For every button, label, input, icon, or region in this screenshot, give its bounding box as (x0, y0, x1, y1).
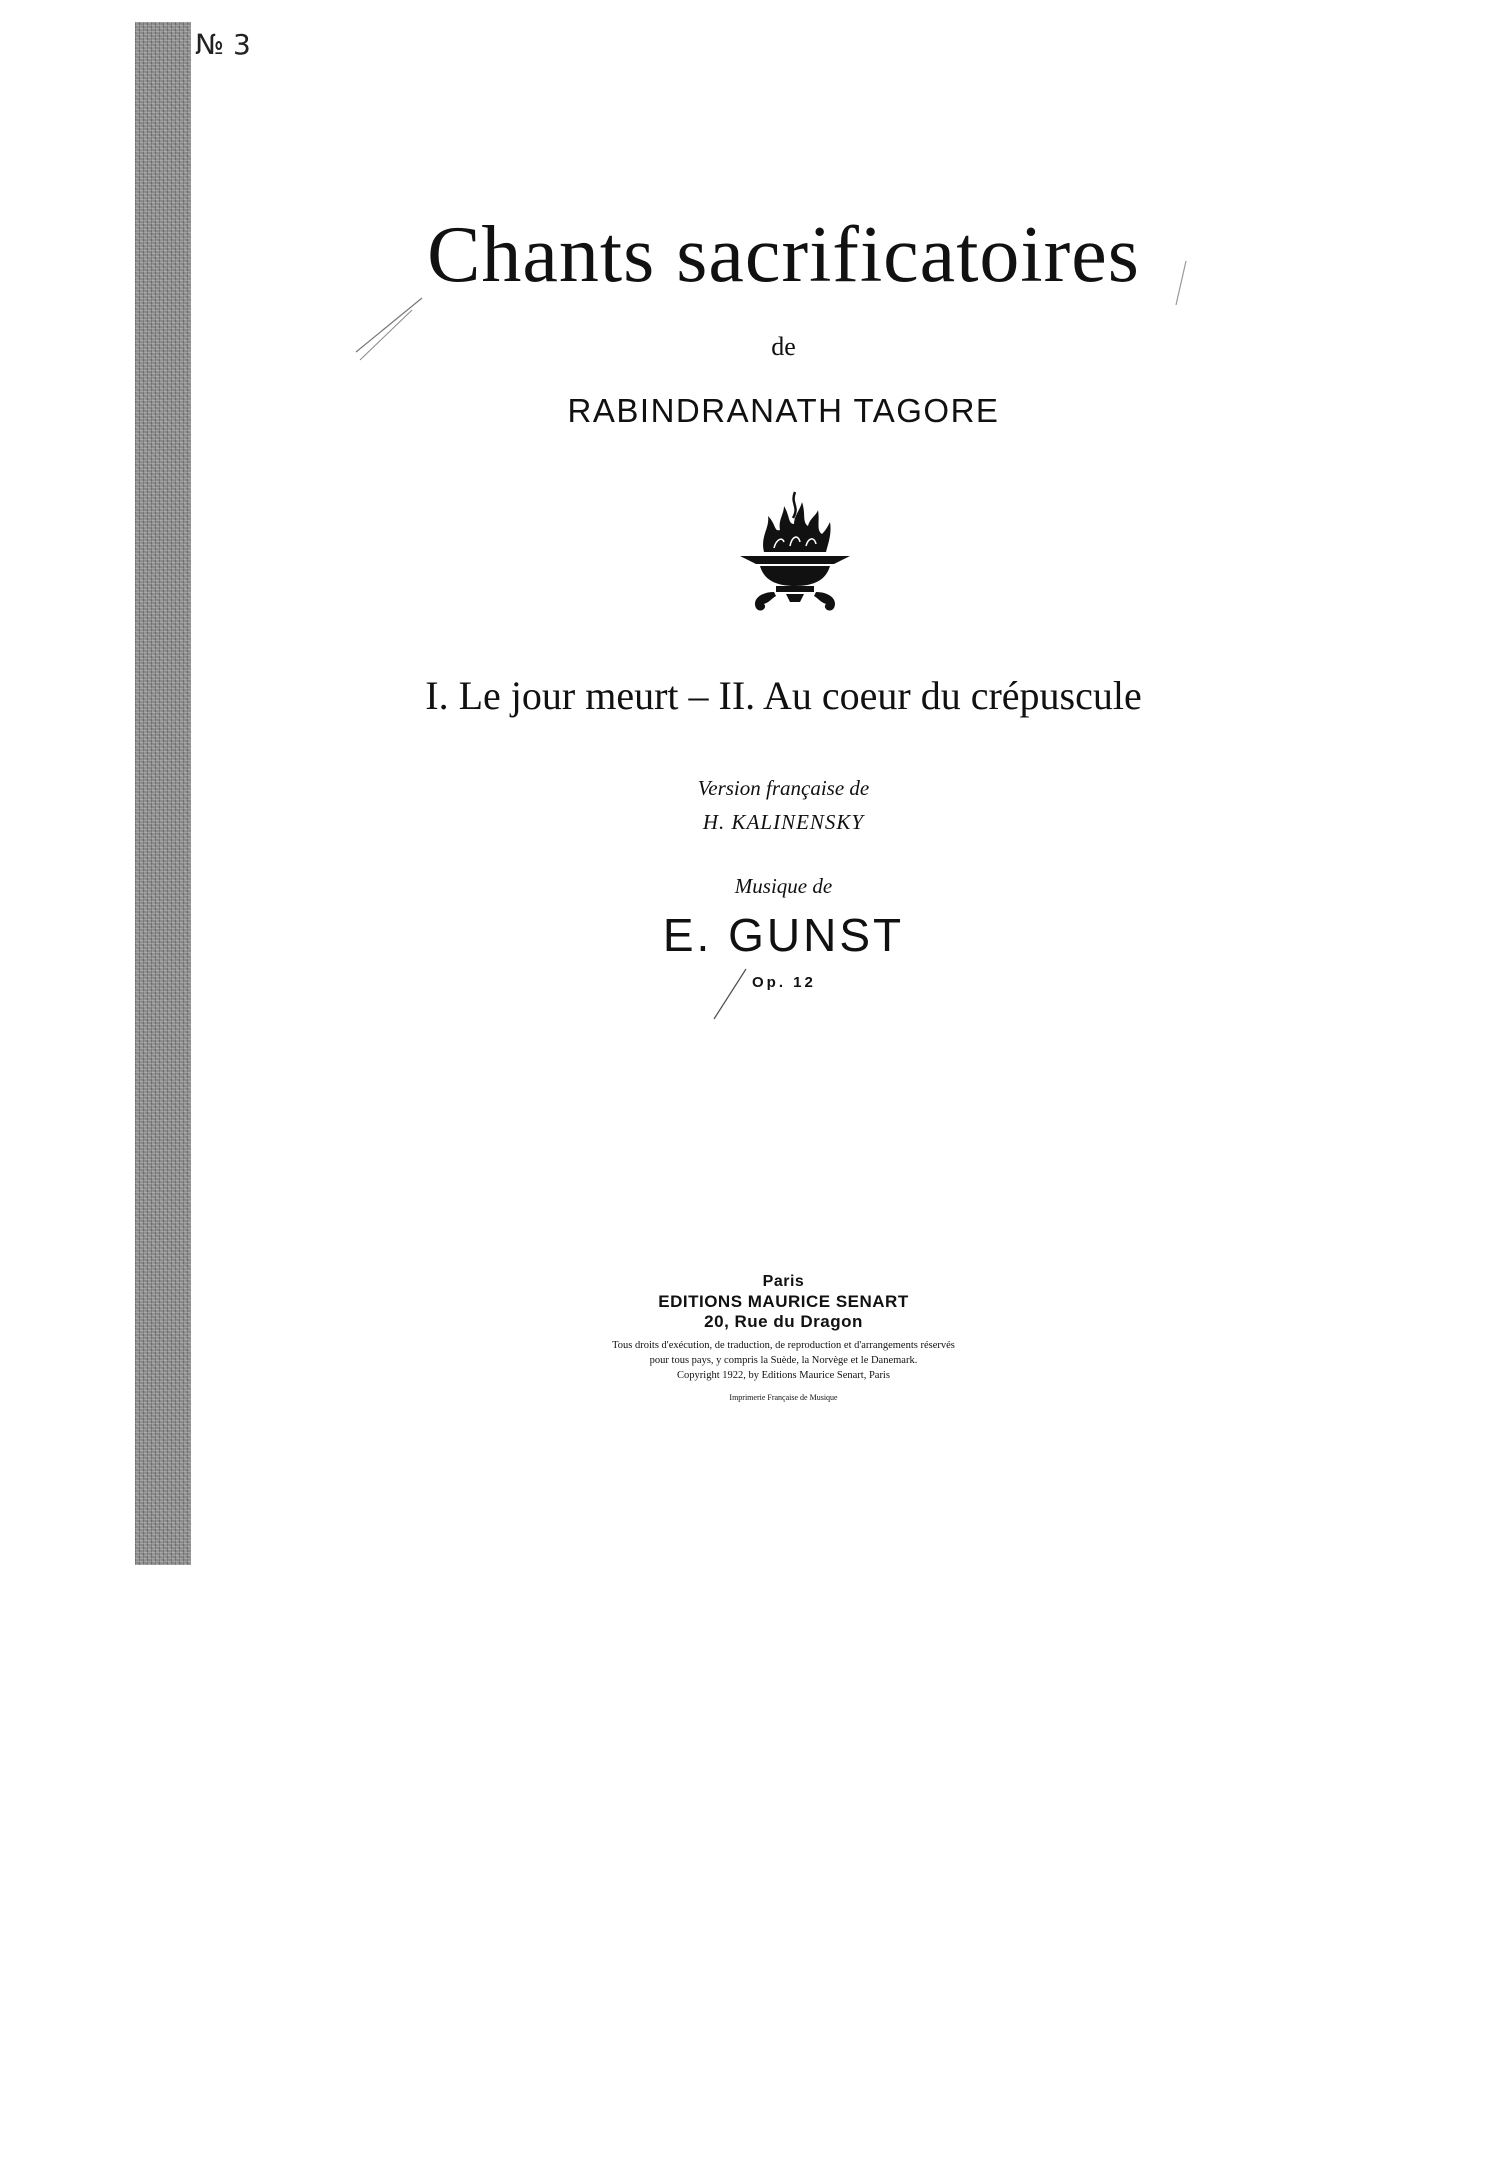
rights-line: pour tous pays, y compris la Suède, la Norvège et le Danemark. (649, 1355, 918, 1366)
music-label: Musique de (734, 874, 833, 898)
pencil-mark (708, 965, 752, 1025)
brazier-icon (730, 490, 860, 615)
subtitle: I. Le jour meurt – II. Au coeur du crépuscule (425, 673, 1142, 718)
item-number-tag: № 3 (195, 28, 251, 61)
publisher-block (40, 1272, 1487, 1402)
rights-notice (40, 1338, 1487, 1383)
publisher-address: 20, Rue du Dragon (704, 1312, 863, 1331)
composer-name: E. GUNST (662, 909, 905, 961)
de-label: de (771, 332, 796, 361)
opus-number: Op. 12 (752, 974, 816, 991)
copyright-line: Copyright 1922, by Editions Maurice Senart, Paris (677, 1370, 890, 1381)
version-label: Version française de (697, 776, 870, 800)
page-title: Chants sacrificatoires (427, 211, 1140, 299)
rights-line: Tous droits d'exécution, de traduction, de reproduction et d'arrangements réservés (612, 1340, 955, 1351)
publisher-name: EDITIONS MAURICE SENART (658, 1292, 909, 1311)
author-name: RABINDRANATH TAGORE (567, 392, 1000, 429)
translator-name: H. KALINENSKY (702, 810, 865, 834)
publisher-city: Paris (762, 1273, 805, 1290)
printer-line: Imprimerie Française de Musique (729, 1393, 838, 1402)
pencil-mark (1168, 255, 1192, 315)
